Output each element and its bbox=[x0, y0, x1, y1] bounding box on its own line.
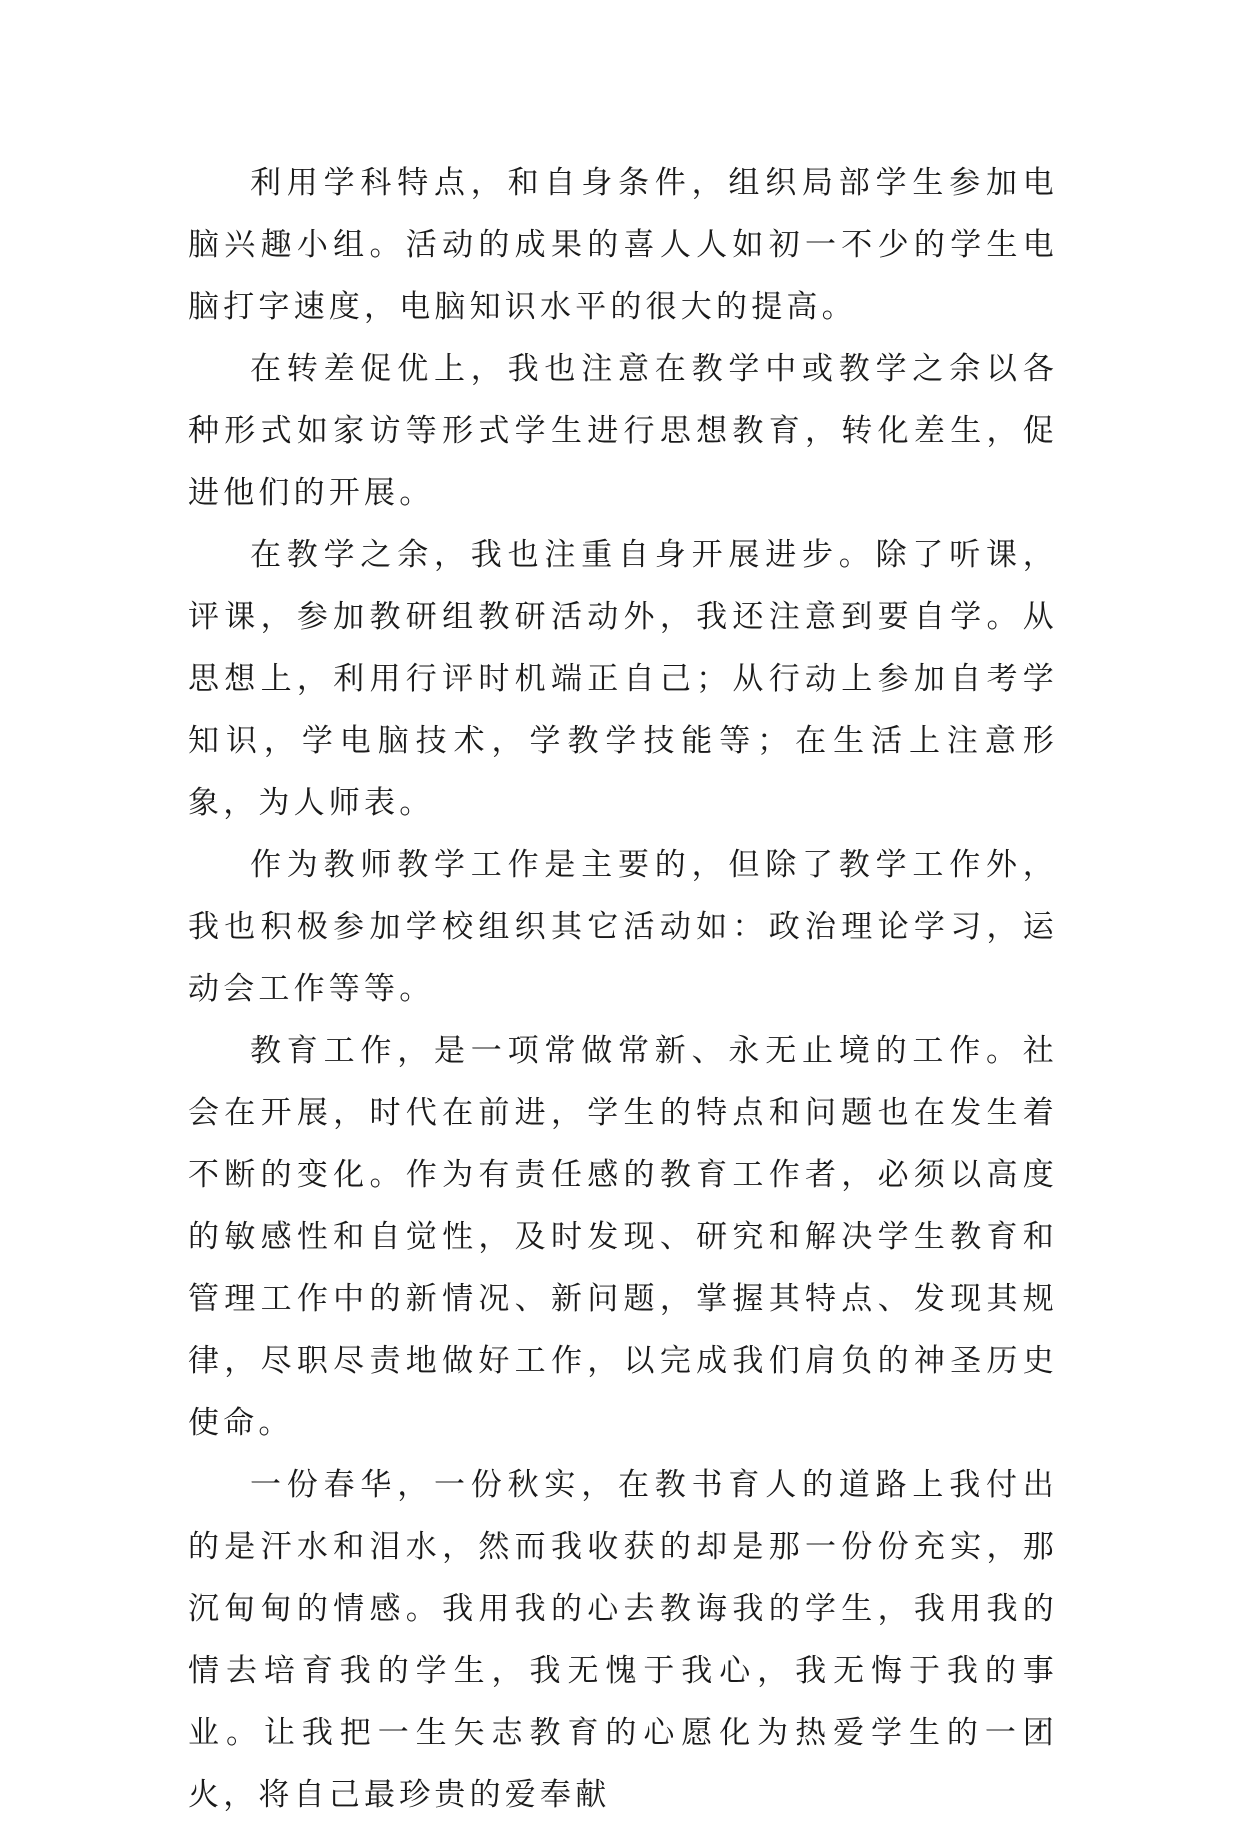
paragraph-4: 作为教师教学工作是主要的，但除了教学工作外，我也积极参加学校组织其它活动如：政治理论学习，运动会工作等等。 bbox=[188, 847, 1058, 1007]
paragraph-1: 利用学科特点，和自身条件，组织局部学生参加电脑兴趣小组。活动的成果的喜人人如初一不少的学生电脑打字速度，电脑知识水平的很大的提高。 bbox=[188, 165, 1058, 325]
paragraph-3: 在教学之余，我也注重自身开展进步。除了听课，评课，参加教研组教研活动外，我还注意到要自学。从思想上，利用行评时机端正自己；从行动上参加自考学知识，学电脑技术，学教学技能等；在生活上注意形象，为人师表。 bbox=[188, 537, 1058, 821]
paragraph-6: 一份春华，一份秋实，在教书育人的道路上我付出的是汗水和泪水，然而我收获的却是那一份份充实，那沉甸甸的情感。我用我的心去教诲我的学生，我用我的情去培育我的学生，我无愧于我心，我无悔于我的事业。让我把一生矢志教育的心愿化为热爱学生的一团火，将自己最珍贵的爱奉献 bbox=[188, 1467, 1058, 1813]
paragraph-2: 在转差促优上，我也注意在教学中或教学之余以各种形式如家访等形式学生进行思想教育，转化差生，促进他们的开展。 bbox=[188, 351, 1058, 511]
document-body bbox=[188, 152, 1058, 1826]
paragraph-5: 教育工作，是一项常做常新、永无止境的工作。社会在开展，时代在前进，学生的特点和问题也在发生着不断的变化。作为有责任感的教育工作者，必须以高度的敏感性和自觉性，及时发现、研究和解决学生教育和管理工作中的新情况、新问题，掌握其特点、发现其规律，尽职尽责地做好工作，以完成我们肩负的神圣历史使命。 bbox=[188, 1033, 1058, 1441]
